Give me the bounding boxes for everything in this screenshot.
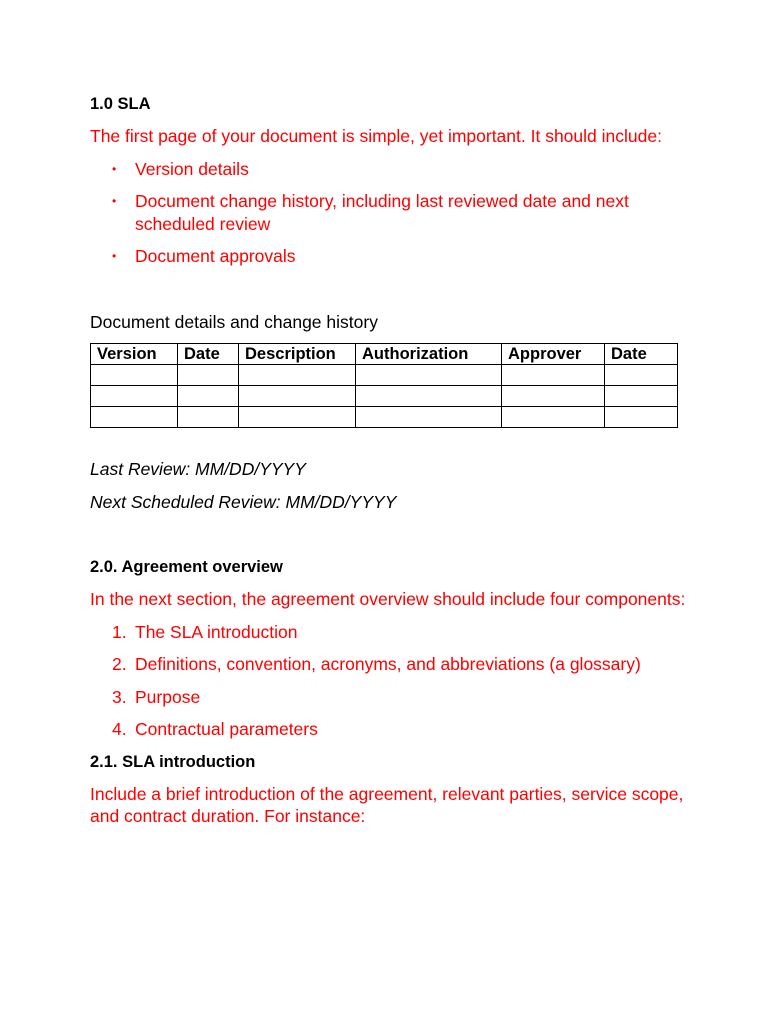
list-item (90, 653, 690, 676)
section-intro: In the next section, the agreement overview should include four components: (90, 589, 686, 609)
column-header-version: Version (91, 344, 178, 365)
list-item-text: Version details (135, 158, 249, 179)
table-cell[interactable] (91, 386, 178, 407)
list-item-text: Document change history, including last reviewed date and next scheduled review (135, 191, 629, 234)
list-item (90, 190, 690, 235)
column-header-date-2: Date (605, 344, 678, 365)
table-cell[interactable] (91, 407, 178, 428)
table-cell[interactable] (178, 407, 239, 428)
table-cell[interactable] (239, 386, 356, 407)
list-item (90, 686, 690, 709)
table-row (91, 407, 678, 428)
list-item (90, 245, 690, 268)
table-cell[interactable] (502, 407, 605, 428)
table-caption: Document details and change history (90, 311, 378, 332)
table-cell[interactable] (502, 365, 605, 386)
section-heading-sla-introduction: 2.1. SLA introduction (90, 752, 256, 771)
list-item-text: The SLA introduction (135, 621, 298, 642)
list-item (90, 621, 690, 644)
table-cell[interactable] (605, 407, 678, 428)
column-header-description: Description (239, 344, 356, 365)
table-cell[interactable] (178, 365, 239, 386)
list-number: 4. (112, 719, 127, 739)
column-header-approver: Approver (502, 344, 605, 365)
section-intro: The first page of your document is simple, yet important. It should include: (90, 126, 662, 146)
table-cell[interactable] (91, 365, 178, 386)
document-page (90, 93, 690, 838)
table-header-row (91, 344, 678, 365)
table-cell[interactable] (605, 386, 678, 407)
table-row (91, 365, 678, 386)
section-body: Include a brief introduction of the agreement, relevant parties, service scope, and contract duration. For instance: (90, 783, 684, 826)
table-cell[interactable] (239, 365, 356, 386)
table-cell[interactable] (502, 386, 605, 407)
column-header-date: Date (178, 344, 239, 365)
table-cell[interactable] (356, 407, 502, 428)
list-item-text: Document approvals (135, 246, 296, 266)
change-history-table (90, 343, 678, 428)
list-number: 3. (112, 686, 127, 707)
bullet-icon: • (112, 249, 117, 263)
table-cell[interactable] (356, 365, 502, 386)
list-number: 2. (112, 654, 127, 674)
column-header-authorization: Authorization (356, 344, 502, 365)
list-item-text: Purpose (135, 686, 201, 707)
table-row (91, 386, 678, 407)
list-item (90, 158, 690, 181)
list-item-text: Contractual parameters (135, 719, 318, 739)
section-heading-sla: 1.0 SLA (90, 95, 151, 113)
table-cell[interactable] (356, 386, 502, 407)
bullet-icon: • (112, 161, 117, 176)
table-cell[interactable] (239, 407, 356, 428)
numbered-list (90, 621, 690, 741)
list-item (90, 718, 690, 741)
last-review-line: Last Review: MM/DD/YYYY (90, 459, 306, 479)
bullet-icon: • (112, 194, 117, 208)
table-cell[interactable] (605, 365, 678, 386)
table-cell[interactable] (178, 386, 239, 407)
list-number: 1. (112, 621, 127, 642)
bullet-list (90, 158, 690, 268)
section-heading-agreement-overview: 2.0. Agreement overview (90, 558, 283, 576)
list-item-text: Definitions, convention, acronyms, and abbreviations (a glossary) (135, 654, 641, 674)
next-review-line: Next Scheduled Review: MM/DD/YYYY (90, 491, 397, 512)
